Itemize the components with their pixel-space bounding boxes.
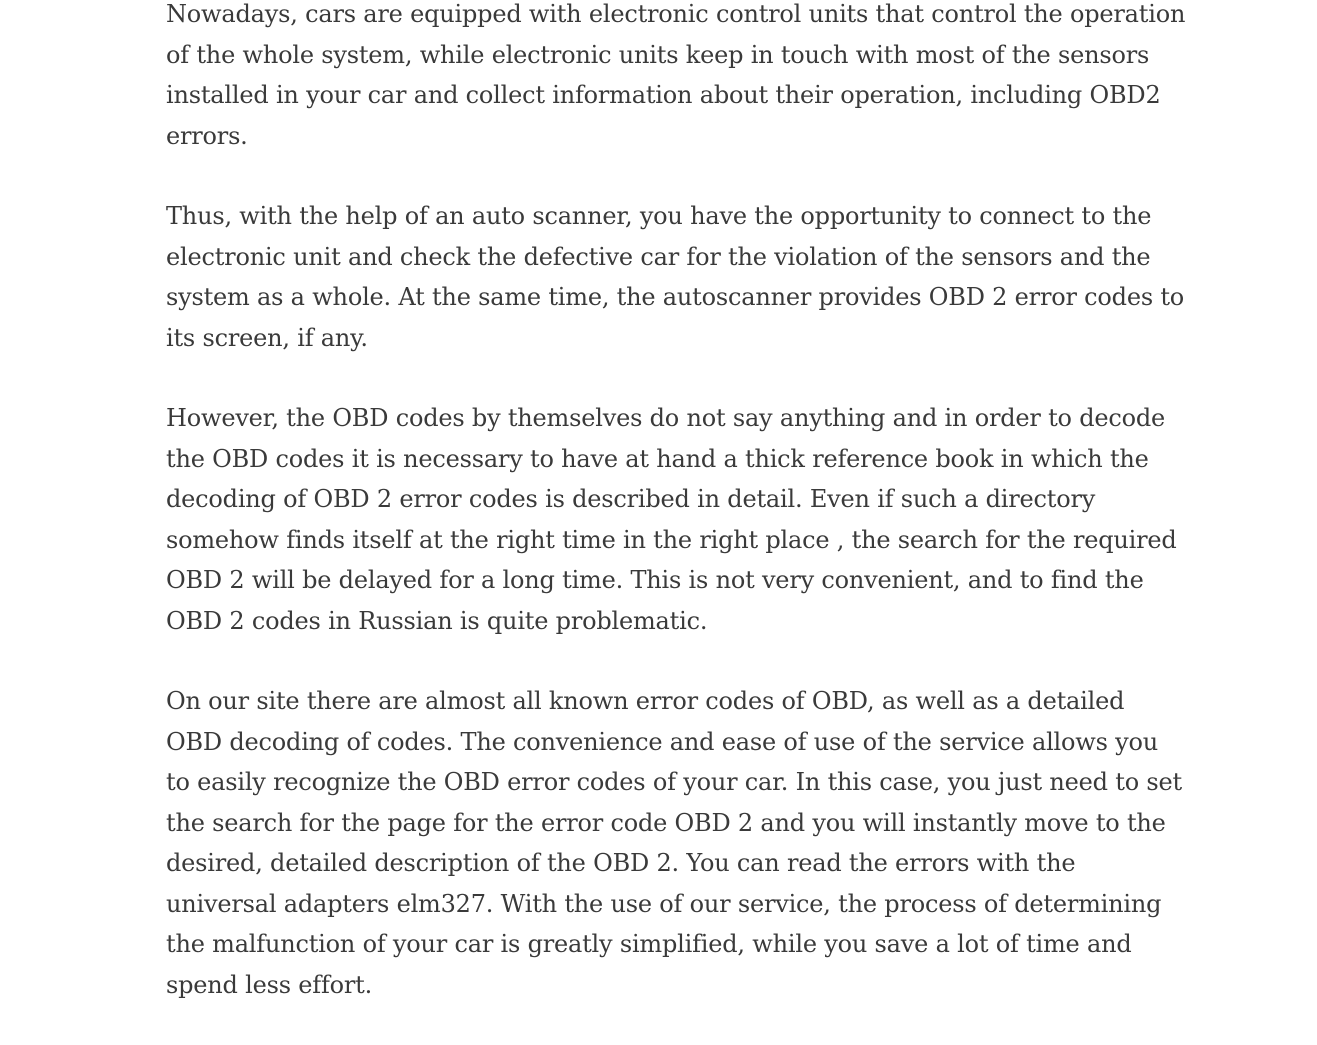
article-body [166,0,1186,1045]
article-paragraph-1: Nowadays, cars are equipped with electronic control units that control the operation of the whole system, while electronic units keep in touch with most of the sensors installed in your car and collect information about their operation, including OBD2 errors. [166,0,1186,150]
article-paragraph-4: On our site there are almost all known error codes of OBD, as well as a detailed OBD decoding of codes. The convenience and ease of use of the service allows you to easily recognize the OBD error codes of your car. In this case, you just need to set the search for the page for the error code OBD 2 and you will instantly move to the desired, detailed description of the OBD 2. You can read the errors with the universal adapters elm327. With the use of our service, the process of determining the malfunction of your car is greatly simplified, while you save a lot of time and spend less effort. [166,687,1182,999]
article-paragraph-3: However, the OBD codes by themselves do not say anything and in order to decode the OBD codes it is necessary to have at hand a thick reference book in which the decoding of OBD 2 error codes is described in detail. Even if such a directory somehow finds itself at the right time in the right place , the search for the required OBD 2 will be delayed for a long time. This is not very convenient, and to find the OBD 2 codes in Russian is quite problematic. [166,404,1177,635]
article-paragraph-2: Thus, with the help of an auto scanner, you have the opportunity to connect to the electronic unit and check the defective car for the violation of the sensors and the system as a whole. At the same time, the autoscanner provides OBD 2 error codes to its screen, if any. [166,202,1185,352]
